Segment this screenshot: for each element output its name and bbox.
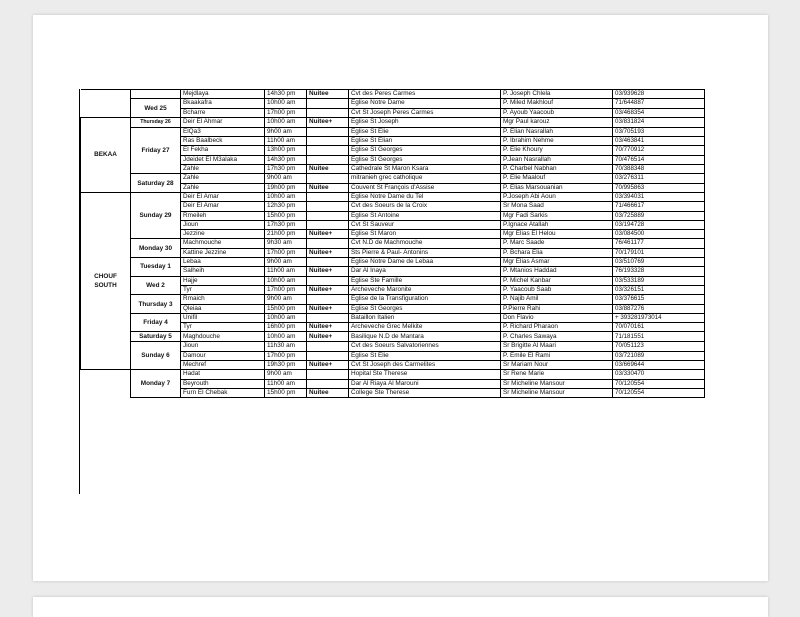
place-cell: Rmeileh	[181, 211, 265, 220]
phone-cell: + 393281973014	[613, 313, 705, 322]
place-cell: Jezzine	[181, 230, 265, 239]
table-row	[81, 99, 705, 108]
phone-cell: 70/388348	[613, 165, 705, 174]
phone-cell: 70/179101	[613, 248, 705, 257]
type-cell	[307, 137, 349, 146]
type-cell: Nuitee+	[307, 323, 349, 332]
place-cell: Jdeidet El M3alaka	[181, 155, 265, 164]
venue-cell: Eglise de la Transfiguration	[349, 295, 501, 304]
time-cell: 17h30 pm	[265, 165, 307, 174]
phone-cell: 03/330470	[613, 370, 705, 379]
type-cell	[307, 155, 349, 164]
time-cell: 10h00 am	[265, 313, 307, 322]
day-cell: Friday 27	[131, 127, 181, 173]
contact-cell: Sr Brigitte Al Maari	[501, 342, 613, 351]
phone-cell: 03/669644	[613, 361, 705, 370]
contact-cell: P. Elie Maalouf	[501, 174, 613, 183]
contact-cell: Mgr Elias El Helou	[501, 230, 613, 239]
table-row	[81, 90, 705, 99]
venue-cell: Hopital Ste Therese	[349, 370, 501, 379]
venue-cell: Eglise St Maron	[349, 230, 501, 239]
place-cell: Deir El Amar	[181, 192, 265, 201]
place-cell: Zahle	[181, 165, 265, 174]
table-row	[81, 342, 705, 351]
venue-cell: Cvt des Soeurs de la Croix	[349, 202, 501, 211]
contact-cell: P. Najib Amil	[501, 295, 613, 304]
phone-cell: 76/193328	[613, 267, 705, 276]
venue-cell: Cvt des Peres Carmes	[349, 90, 501, 99]
time-cell: 9h30 am	[265, 239, 307, 248]
contact-cell: P. Richard Pharaon	[501, 323, 613, 332]
time-cell: 10h00 am	[265, 99, 307, 108]
region-cell: BEKAA	[81, 117, 131, 192]
venue-cell: Eglise St Antoine	[349, 211, 501, 220]
time-cell: 19h30 pm	[265, 361, 307, 370]
time-cell: 15h00 pm	[265, 211, 307, 220]
type-cell	[307, 220, 349, 229]
place-cell: Rmaich	[181, 295, 265, 304]
time-cell: 19h00 pm	[265, 183, 307, 192]
place-cell: Machmouche	[181, 239, 265, 248]
contact-cell: P. Elie Khoury	[501, 146, 613, 155]
day-cell: Saturday 5	[131, 332, 181, 342]
contact-cell: Mgr Paul karouz	[501, 117, 613, 127]
day-cell: Friday 4	[131, 313, 181, 332]
phone-cell: 70/120554	[613, 379, 705, 388]
time-cell: 17h00 pm	[265, 285, 307, 294]
time-cell: 14h30 pm	[265, 90, 307, 99]
type-cell: Nuitee	[307, 388, 349, 397]
venue-cell: Eglise Notre Dame du Tel	[349, 192, 501, 201]
type-cell	[307, 258, 349, 267]
venue-cell: Cvt St Joseph Peres Carmes	[349, 108, 501, 117]
contact-cell: Mgr Fadi Sarkis	[501, 211, 613, 220]
venue-cell: Eglise St Elie	[349, 127, 501, 136]
contact-cell: Sr Rene Marie	[501, 370, 613, 379]
type-cell	[307, 351, 349, 360]
phone-cell: 71/644887	[613, 99, 705, 108]
venue-cell: Cvt des Soeurs Salvatoriennes	[349, 342, 501, 351]
table-row	[81, 239, 705, 248]
phone-cell: 03/468354	[613, 108, 705, 117]
table-row	[81, 295, 705, 304]
place-cell: Ras Baalbeck	[181, 137, 265, 146]
place-cell: Deir El Ahmar	[181, 117, 265, 127]
contact-cell: P. Miled Makhlouf	[501, 99, 613, 108]
phone-cell: 03/510769	[613, 258, 705, 267]
venue-cell: Archeveche Grec Melkite	[349, 323, 501, 332]
contact-cell: P. Yaacoub Saab	[501, 285, 613, 294]
type-cell	[307, 127, 349, 136]
phone-cell: 03/194728	[613, 220, 705, 229]
type-cell: Nuitee+	[307, 332, 349, 342]
type-cell: Nuitee+	[307, 267, 349, 276]
contact-cell: Sr Mariam Nour	[501, 361, 613, 370]
venue-cell: Dar Al Riaya Al Marouni	[349, 379, 501, 388]
type-cell: Nuitee	[307, 165, 349, 174]
phone-cell: 71/181551	[613, 332, 705, 342]
phone-cell: 03/084500	[613, 230, 705, 239]
phone-cell: 03/721089	[613, 351, 705, 360]
time-cell: 15h00 pm	[265, 388, 307, 397]
contact-cell: Sr Micheline Mansour	[501, 379, 613, 388]
venue-cell: Cvt St Sauveur	[349, 220, 501, 229]
venue-cell: Dar Al Inaya	[349, 267, 501, 276]
venue-cell: Eglise St Georges	[349, 146, 501, 155]
venue-cell: Eglise St Joseph	[349, 117, 501, 127]
contact-cell: P.Jean Nasrallah	[501, 155, 613, 164]
day-cell: Thursday 26	[131, 117, 181, 127]
time-cell: 10h00 am	[265, 192, 307, 201]
phone-cell: 70/070161	[613, 323, 705, 332]
contact-cell: P. Michel Kanbar	[501, 276, 613, 285]
contact-cell: P. Elias Marsouanian	[501, 183, 613, 192]
place-cell: Hajje	[181, 276, 265, 285]
phone-cell: 03/725889	[613, 211, 705, 220]
place-cell: Qleiaa	[181, 304, 265, 313]
day-cell: Sunday 6	[131, 342, 181, 370]
time-cell: 17h30 pm	[265, 220, 307, 229]
phone-cell: 03/326151	[613, 285, 705, 294]
contact-cell: P. Ibrahim Nehme	[501, 137, 613, 146]
phone-cell: 03/276311	[613, 174, 705, 183]
type-cell: Nuitee+	[307, 285, 349, 294]
venue-cell: College Ste Therese	[349, 388, 501, 397]
place-cell: Beyrouth	[181, 379, 265, 388]
phone-cell: 03/939628	[613, 90, 705, 99]
phone-cell: 70/120554	[613, 388, 705, 397]
phone-cell: 70/476514	[613, 155, 705, 164]
venue-cell: Eglise Notre Dame de Lebaa	[349, 258, 501, 267]
type-cell: Nuitee	[307, 90, 349, 99]
phone-cell: 70/051123	[613, 342, 705, 351]
phone-cell: 71/466617	[613, 202, 705, 211]
region-cell: CHOUF SOUTH	[81, 192, 131, 369]
next-document-page	[33, 597, 768, 617]
type-cell: Nuitee+	[307, 304, 349, 313]
time-cell: 17h00 pm	[265, 351, 307, 360]
place-cell: Kattine Jezzine	[181, 248, 265, 257]
type-cell: Nuitee+	[307, 230, 349, 239]
contact-cell: P. Ayoub Yaacoub	[501, 108, 613, 117]
time-cell: 11h00 am	[265, 379, 307, 388]
place-cell: Hadat	[181, 370, 265, 379]
type-cell	[307, 192, 349, 201]
place-cell: Zahle	[181, 183, 265, 192]
type-cell	[307, 276, 349, 285]
type-cell	[307, 295, 349, 304]
venue-cell: Eglise St Georges	[349, 304, 501, 313]
type-cell	[307, 108, 349, 117]
time-cell: 9h00 am	[265, 295, 307, 304]
venue-cell: Eglise Ste Famille	[349, 276, 501, 285]
time-cell: 21h00 pm	[265, 230, 307, 239]
table-row	[81, 276, 705, 285]
contact-cell: P. Mtanios Haddad	[501, 267, 613, 276]
place-cell: Furn El Chebak	[181, 388, 265, 397]
phone-cell: 76/461177	[613, 239, 705, 248]
place-cell: Bkaakafra	[181, 99, 265, 108]
time-cell: 9h00 am	[265, 258, 307, 267]
venue-cell: mitranieh grec catholique	[349, 174, 501, 183]
time-cell: 11h00 am	[265, 267, 307, 276]
type-cell	[307, 146, 349, 155]
type-cell	[307, 313, 349, 322]
venue-cell: Eglise St Elie	[349, 351, 501, 360]
type-cell	[307, 379, 349, 388]
place-cell: Deir El Amar	[181, 202, 265, 211]
day-cell: Tuesday 1	[131, 258, 181, 277]
schedule-table	[80, 89, 705, 398]
type-cell	[307, 342, 349, 351]
type-cell	[307, 174, 349, 183]
contact-cell: Mgr Elias Asmar	[501, 258, 613, 267]
table-row	[81, 174, 705, 183]
contact-cell: P. Emile El Rami	[501, 351, 613, 360]
contact-cell: Sr Micheline Mansour	[501, 388, 613, 397]
day-cell	[131, 90, 181, 99]
type-cell	[307, 239, 349, 248]
time-cell: 14h30 pm	[265, 155, 307, 164]
place-cell: Jioun	[181, 342, 265, 351]
time-cell: 9h00 am	[265, 127, 307, 136]
time-cell: 10h00 am	[265, 332, 307, 342]
day-cell: Wed 2	[131, 276, 181, 295]
time-cell: 9h00 am	[265, 370, 307, 379]
venue-cell: Cvt St Joseph des Carmelites	[349, 361, 501, 370]
place-cell: Salheih	[181, 267, 265, 276]
phone-cell: 03/705193	[613, 127, 705, 136]
venue-cell: Eglise St Elian	[349, 137, 501, 146]
venue-cell: Eglise Notre Dame	[349, 99, 501, 108]
type-cell	[307, 211, 349, 220]
contact-cell: Sr Mona Saad	[501, 202, 613, 211]
type-cell: Nuitee	[307, 183, 349, 192]
region-cell	[81, 90, 131, 118]
contact-cell: Don Flavio	[501, 313, 613, 322]
phone-cell: 03/533189	[613, 276, 705, 285]
contact-cell: P.Joseph Abi Aoun	[501, 192, 613, 201]
contact-cell: P. Joseph Chlela	[501, 90, 613, 99]
time-cell: 9h00 am	[265, 174, 307, 183]
contact-cell: P.Pierre Rahi	[501, 304, 613, 313]
time-cell: 10h00 am	[265, 276, 307, 285]
type-cell: Nuitee+	[307, 117, 349, 127]
venue-cell: Cathedrale St Maron Ksara	[349, 165, 501, 174]
time-cell: 17h00 pm	[265, 248, 307, 257]
type-cell: Nuitee+	[307, 248, 349, 257]
time-cell: 12h30 pm	[265, 202, 307, 211]
contact-cell: P. Charbel Nabhan	[501, 165, 613, 174]
place-cell: Tyr	[181, 285, 265, 294]
table-row	[81, 258, 705, 267]
table-row	[81, 127, 705, 136]
venue-cell: Couvent St François d'Assise	[349, 183, 501, 192]
contact-cell: P.Ignace Atallah	[501, 220, 613, 229]
place-cell: Lebaa	[181, 258, 265, 267]
place-cell: Bcharre	[181, 108, 265, 117]
phone-cell: 03/463841	[613, 137, 705, 146]
day-cell: Wed 25	[131, 99, 181, 118]
phone-cell: 70/770912	[613, 146, 705, 155]
type-cell: Nuitee+	[307, 361, 349, 370]
place-cell: ElQa3	[181, 127, 265, 136]
time-cell: 17h00 pm	[265, 108, 307, 117]
phone-cell: 03/376615	[613, 295, 705, 304]
day-cell: Saturday 28	[131, 174, 181, 193]
type-cell	[307, 202, 349, 211]
place-cell: Mechref	[181, 361, 265, 370]
contact-cell: P. Marc Saade	[501, 239, 613, 248]
time-cell: 11h30 am	[265, 342, 307, 351]
time-cell: 10h00 am	[265, 117, 307, 127]
day-cell: Sunday 29	[131, 192, 181, 238]
place-cell: Jioun	[181, 220, 265, 229]
region-cell	[81, 370, 131, 398]
place-cell: Zahle	[181, 174, 265, 183]
table-row	[81, 332, 705, 342]
phone-cell: 70/995863	[613, 183, 705, 192]
place-cell: Unifil	[181, 313, 265, 322]
place-cell: Damour	[181, 351, 265, 360]
time-cell: 11h00 am	[265, 137, 307, 146]
venue-cell: Sts Pierre & Paul- Antonins	[349, 248, 501, 257]
time-cell: 16h00 pm	[265, 323, 307, 332]
venue-cell: Eglise St Georges	[349, 155, 501, 164]
place-cell: Mejdlaya	[181, 90, 265, 99]
day-cell: Monday 7	[131, 370, 181, 398]
phone-cell: 03/887276	[613, 304, 705, 313]
contact-cell: P. Elian Nasrallah	[501, 127, 613, 136]
day-cell: Thursday 3	[131, 295, 181, 314]
venue-cell: Bataillon Italien	[349, 313, 501, 322]
venue-cell: Basilique N.D de Mantara	[349, 332, 501, 342]
contact-cell: P. Charles Sawaya	[501, 332, 613, 342]
phone-cell: 03/831824	[613, 117, 705, 127]
time-cell: 13h00 pm	[265, 146, 307, 155]
table-row	[81, 313, 705, 322]
day-cell: Monday 30	[131, 239, 181, 258]
table-row	[81, 370, 705, 379]
type-cell	[307, 99, 349, 108]
place-cell: El Fekha	[181, 146, 265, 155]
time-cell: 15h00 pm	[265, 304, 307, 313]
phone-cell: 03/394031	[613, 192, 705, 201]
table-row	[81, 117, 705, 127]
place-cell: Maghdouche	[181, 332, 265, 342]
contact-cell: P. Bchara Elia	[501, 248, 613, 257]
venue-cell: Cvt N.D de Machmouche	[349, 239, 501, 248]
place-cell: Tyr	[181, 323, 265, 332]
table-row	[81, 192, 705, 201]
type-cell	[307, 370, 349, 379]
venue-cell: Archeveche Maronite	[349, 285, 501, 294]
